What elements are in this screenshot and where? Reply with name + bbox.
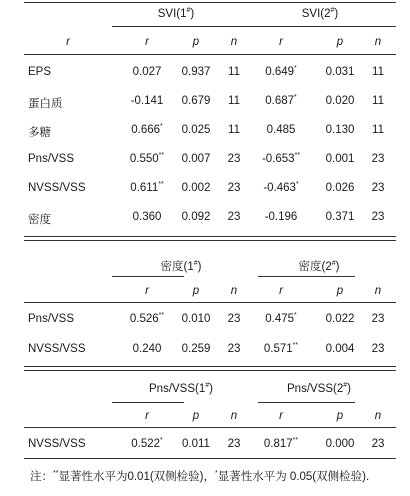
table1-group1-header-sup: # (186, 7, 191, 15)
table1-cell-r2-sig: * (294, 94, 297, 102)
table3-group1-header-sup: # (205, 382, 210, 390)
table2-bottom-rule (24, 366, 396, 367)
table3-group2-header-sup: # (343, 382, 348, 390)
table3-col-header-r2: r (279, 410, 283, 422)
table2-cell-r1-value: 0.240 (132, 343, 162, 355)
table2-row-label: Pns/VSS (28, 313, 75, 325)
table2-group1-rule (112, 276, 184, 277)
table2-cell-r2-value: 0.571 (263, 343, 293, 355)
table1-cell-r2 (263, 182, 298, 194)
table1-cell-n2: 23 (371, 182, 385, 194)
table2-cell-n2: 23 (371, 343, 385, 355)
table1-group1-header (158, 8, 195, 20)
table3-group2-header (287, 383, 351, 395)
table3-cell-p1: 0.011 (182, 438, 210, 450)
table1-cell-p2: 0.020 (325, 95, 355, 107)
table1-cell-r2-value: -0.196 (264, 211, 298, 223)
table1-row-label: 蛋白质 (28, 98, 63, 110)
footnote-prefix: 注： (30, 471, 53, 483)
table3-group1-header (149, 383, 213, 395)
table3-bottom-rule (24, 458, 396, 459)
table2-col-header-n1: n (230, 285, 238, 297)
table2-group1-header (161, 258, 202, 274)
table2-cell-r1-value: 0.526 (129, 313, 159, 325)
table2-cell-n1: 23 (227, 343, 241, 355)
table1-cell-n1: 11 (228, 66, 240, 78)
table2-cell-r2 (264, 343, 298, 355)
table3-top-rule (24, 370, 396, 371)
table2-group2-header-sup: # (331, 260, 336, 268)
table1-col-header-label-r: r (66, 36, 70, 48)
footnote-mark-001: ** (53, 470, 59, 478)
table1-cell-r2-value: -0.653 (261, 153, 295, 165)
table3-col-header-r1: r (145, 410, 149, 422)
table3-col-header-n2: n (374, 410, 382, 422)
table1-group2-header-sup: # (330, 7, 335, 15)
table1-cell-p2: 0.001 (325, 153, 355, 165)
table1-cell-r1-sig: * (160, 123, 163, 131)
table2-col-header-r2: r (279, 285, 283, 297)
table3-cell-r2-sig: ** (292, 437, 299, 445)
table1-cell-r2-sig: ** (294, 152, 301, 160)
table1-col-header-r1: r (145, 36, 149, 48)
table1-cell-r1 (130, 153, 164, 165)
table1-cell-r2 (265, 66, 297, 78)
table1-cell-p2: 0.130 (325, 124, 355, 136)
table2-cell-p1: 0.259 (181, 343, 211, 355)
table2-cell-n2: 23 (371, 313, 385, 325)
table1-cell-r1-sig: ** (158, 152, 165, 160)
table1-cell-n1: 23 (227, 211, 241, 223)
table1-cell-r1 (131, 95, 164, 107)
table2-cell-r2-sig: * (294, 312, 297, 320)
table1-row-label: NVSS/VSS (28, 182, 86, 194)
table1-cell-r2-value: 0.649 (265, 66, 295, 78)
table1-cell-p1: 0.937 (181, 66, 211, 78)
table2-cell-r1 (130, 313, 164, 325)
table1-cell-n2: 23 (371, 211, 385, 223)
table2-cell-p2: 0.004 (325, 343, 355, 355)
table3-col-header-p2: p (336, 410, 344, 422)
table1-cell-r1-sig: ** (158, 181, 164, 189)
table1-cell-r2-value: -0.463 (263, 182, 296, 194)
table1-col-header-p2: p (336, 36, 344, 48)
table3-cell-p2: 0.000 (325, 438, 355, 450)
table2-header-rule (24, 302, 396, 303)
table3-row-label: NVSS/VSS (28, 438, 86, 450)
table2-row-label: NVSS/VSS (28, 343, 86, 355)
table1-group2-header-text: SVI(2 (301, 8, 331, 20)
table2-col-header-n2: n (374, 285, 382, 297)
table1-cell-r1 (133, 211, 162, 223)
table3-cell-r1-value: 0.522 (131, 438, 161, 450)
table2-cell-r1 (133, 343, 162, 355)
table1-cell-r2 (267, 124, 296, 136)
table2-group1-header-text: 密度(1 (160, 261, 194, 273)
table2-group2-rule (258, 276, 355, 277)
table1-row-label: Pns/VSS (28, 153, 75, 165)
footnote-text-005: 显著性水平为 0.05(双侧检验). (217, 471, 370, 483)
table1-cell-r1-value: 0.550 (129, 153, 159, 165)
table1-bottom-rule (24, 236, 396, 237)
table2-cell-r2-value: 0.475 (265, 313, 295, 325)
table2-cell-r1-sig: ** (158, 312, 165, 320)
table1-cell-n2: 23 (371, 153, 385, 165)
table1-cell-n1: 11 (228, 95, 240, 107)
table2-col-header-r1: r (145, 285, 149, 297)
table1-col-header-r2: r (279, 36, 283, 48)
table3-header-rule (24, 427, 396, 428)
table2-group1-header-sup: # (193, 260, 198, 268)
table3-cell-r1-sig: * (160, 437, 163, 445)
footnote-mark-005: * (215, 470, 218, 478)
table2-group2-header-close: ) (335, 261, 340, 273)
table2-cell-n1: 23 (227, 313, 241, 325)
table3-col-header-p1: p (192, 410, 200, 422)
table1-cell-n2: 11 (372, 66, 384, 78)
table2-group1-header-close: ) (197, 261, 202, 273)
table2-cell-r2-sig: ** (292, 342, 299, 350)
table1-header-rule (24, 54, 396, 55)
table2-cell-r2 (265, 313, 297, 325)
table3-cell-n2: 23 (371, 438, 385, 450)
table1-row-label: 多糖 (28, 127, 51, 139)
table2-group2-header-text: 密度(2 (298, 261, 332, 273)
table1-cell-n2: 11 (372, 95, 384, 107)
table1-cell-n1: 23 (227, 153, 241, 165)
table3-cell-n1: 23 (227, 438, 241, 450)
table1-cell-p1: 0.002 (181, 182, 211, 194)
table1-cell-r1 (131, 124, 163, 136)
table1-row-label: EPS (28, 66, 52, 78)
table1-cell-r2 (262, 153, 300, 165)
table3-cell-r1 (131, 438, 163, 450)
table1-cell-r1 (133, 66, 162, 78)
table2-cell-p2: 0.022 (325, 313, 355, 325)
table2-cell-p1: 0.010 (181, 313, 211, 325)
table1-group2-header-close: ) (334, 8, 339, 20)
table1-cell-r2-sig: * (294, 65, 297, 73)
table1-cell-n2: 11 (372, 124, 384, 136)
table1-cell-p2: 0.026 (325, 182, 355, 194)
table1-group1-header-text: SVI(1 (157, 8, 187, 20)
table1-row-label: 密度 (28, 214, 51, 226)
table1-cell-p1: 0.092 (181, 211, 211, 223)
table1-col-header-n2: n (374, 36, 382, 48)
table3-cell-r2-value: 0.817 (263, 438, 293, 450)
table3-cell-r2 (264, 438, 298, 450)
table3-group1-header-close: ) (209, 383, 213, 395)
table3-col-header-n1: n (230, 410, 238, 422)
table1-cell-r1-value: 0.611 (130, 182, 159, 194)
table3-group2-header-close: ) (347, 383, 351, 395)
table1-col-header-p1: p (192, 36, 200, 48)
table1-group1-header-close: ) (190, 8, 195, 20)
table3-group2-header-text: Pns/VSS(2 (287, 383, 344, 395)
table1-top-rule (24, 2, 396, 3)
table1-cell-n1: 23 (227, 182, 241, 194)
table1-cell-n1: 11 (228, 124, 240, 136)
table1-cell-r2-value: 0.485 (266, 124, 296, 136)
table1-cell-r1-value: 0.360 (132, 211, 162, 223)
table1-group2-header (302, 8, 339, 20)
table1-cell-r2-value: 0.687 (265, 95, 295, 107)
table1-cell-r1 (130, 182, 163, 194)
table1-col-header-n1: n (230, 36, 238, 48)
table1-cell-p2: 0.371 (325, 211, 355, 223)
table1-cell-p1: 0.007 (181, 153, 211, 165)
table3-group1-header-text: Pns/VSS(1 (149, 383, 206, 395)
table2-col-header-p2: p (336, 285, 344, 297)
table1-group-rule (112, 26, 396, 27)
table1-cell-r1-value: -0.141 (130, 95, 164, 107)
table1-cell-r2-sig: * (295, 181, 299, 189)
table1-cell-r1-value: 0.666 (131, 124, 161, 136)
footnote-text-001: 显著性水平为0.01(双侧检验)， (58, 471, 215, 483)
table1-cell-r2 (265, 211, 298, 223)
table1-cell-p1: 0.025 (181, 124, 211, 136)
table3-group1-rule (112, 402, 184, 403)
table3-group2-rule (258, 402, 355, 403)
table1-cell-r2 (265, 95, 297, 107)
table2-group2-header (299, 258, 340, 274)
table2-top-rule (24, 240, 396, 241)
footnote (30, 468, 369, 484)
table1-cell-p1: 0.679 (181, 95, 211, 107)
table2-col-header-p1: p (192, 285, 200, 297)
table1-cell-r1-value: 0.027 (132, 66, 162, 78)
table1-cell-p2: 0.031 (325, 66, 355, 78)
